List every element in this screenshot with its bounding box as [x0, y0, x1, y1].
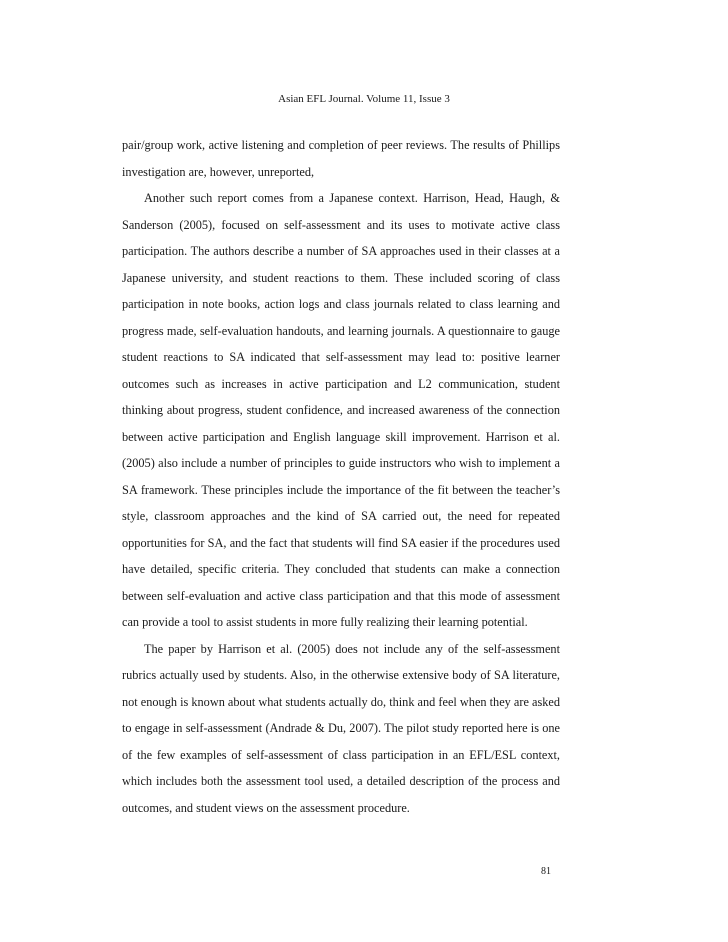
paragraph-pilot-study: The paper by Harrison et al. (2005) does not include any of the self-assessment rubrics actually used by students. Also, in the otherwise extensive body of SA literature, not enough is known about what students actually do, think and feel when they are asked to engage in self-assessment (Andrade & Du, 2007). The pilot study reported here is one of the few examples of self-assessment of class participation in an EFL/ESL context, which includes both the assessment tool used, a detailed description of the process and outcomes, and student views on the assessment procedure. [122, 641, 560, 815]
running-header: Asian EFL Journal. Volume 11, Issue 3 [278, 93, 450, 105]
body-text [122, 132, 560, 821]
page-number: 81 [541, 866, 551, 877]
paragraph-harrison-report: Another such report comes from a Japanese context. Harrison, Head, Haugh, & Sanderson (2005), focused on self-assessment and its uses to motivate active class participation. The authors describe a number of SA approaches used in their classes at a Japanese university, and student reactions to them. These included scoring of class participation in note books, action logs and class journals related to class learning and progress made, self-evaluation handouts, and learning journals. A questionnaire to gauge student reactions to SA indicated that self-assessment may lead to: positive learner outcomes such as increases in active participation and L2 communication, student thinking about progress, student confidence, and increased awareness of the connection between active participation and English language skill improvement. Harrison et al. (2005) also include a number of principles to guide instructors who wish to implement a SA framework. These principles include the importance of the fit between the teacher’s style, classroom approaches and the kind of SA carried out, the need for repeated opportunities for SA, and the fact that students will find SA easier if the procedures used have detailed, specific criteria. They concluded that students can make a connection between self-evaluation and active class participation and that this mode of assessment can provide a tool to assist students in more fully realizing their learning potential. [122, 191, 560, 629]
paragraph-continuation: pair/group work, active listening and completion of peer reviews. The results of Phillips investigation are, however, unreported, [122, 138, 560, 179]
